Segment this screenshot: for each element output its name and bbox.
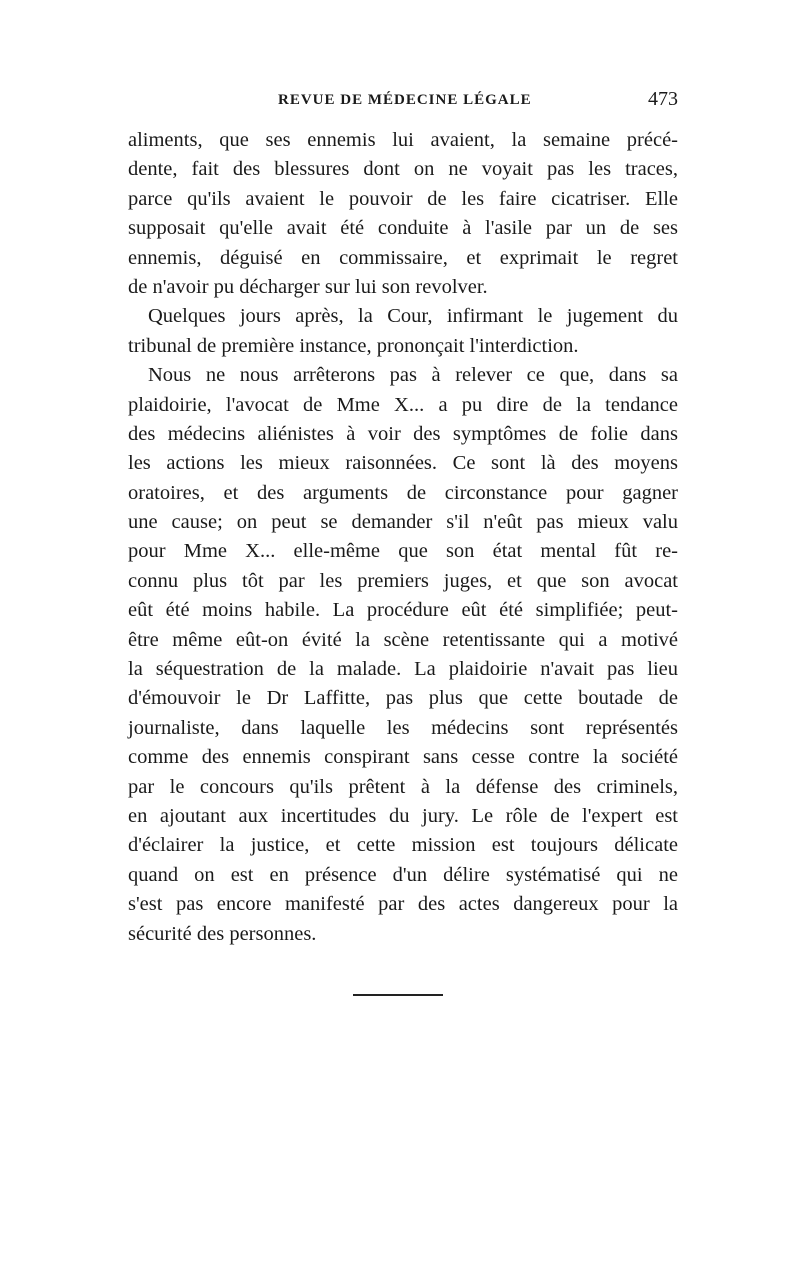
text-line: dente, fait des blessures dont on ne voyait pas les traces, <box>128 158 678 181</box>
text-line: pour Mme X... elle-même que son état mental fût re- <box>128 540 678 563</box>
text-line: sécurité des personnes. <box>128 922 317 945</box>
text-line: aliments, que ses ennemis lui avaient, la semaine précé- <box>128 129 678 151</box>
text-line: oratoires, et des arguments de circonstance pour gagner <box>128 481 678 504</box>
text-line: journaliste, dans laquelle les médecins sont représentés <box>128 716 678 739</box>
running-title: REVUE DE MÉDECINE LÉGALE <box>278 92 532 108</box>
text-line: par le concours qu'ils prêtent à la défense des criminels, <box>128 775 678 798</box>
text-line: les actions les mieux raisonnées. Ce sont là des moyens <box>128 452 678 475</box>
text-line: d'éclairer la justice, et cette mission est toujours délicate <box>128 834 678 857</box>
page-header <box>128 88 678 122</box>
text-line: Nous ne nous arrêterons pas à relever ce que, dans sa <box>148 364 678 387</box>
body-text <box>128 126 678 949</box>
text-line: être même eût-on évité la scène retentissante qui a motivé <box>128 628 678 651</box>
text-line: Quelques jours après, la Cour, infirmant le jugement du <box>148 305 678 328</box>
text-line: des médecins aliénistes à voir des symptômes de folie dans <box>128 422 678 445</box>
text-line: une cause; on peut se demander s'il n'eût pas mieux valu <box>128 511 678 534</box>
text-line: d'émouvoir le Dr Laffitte, pas plus que cette boutade de <box>128 687 678 710</box>
page-number: 473 <box>648 88 678 110</box>
text-line: quand on est en présence d'un délire systématisé qui ne <box>128 863 678 886</box>
text-line: parce qu'ils avaient le pouvoir de les faire cicatriser. Elle <box>128 187 678 210</box>
text-line: plaidoirie, l'avocat de Mme X... a pu dire de la tendance <box>128 393 678 416</box>
text-line: tribunal de première instance, prononçait l'interdiction. <box>128 334 579 357</box>
section-divider <box>353 994 443 996</box>
text-line: la séquestration de la malade. La plaidoirie n'avait pas lieu <box>128 658 678 681</box>
text-line: eût été moins habile. La procédure eût été simplifiée; peut- <box>128 599 678 622</box>
text-line: ennemis, déguisé en commissaire, et exprimait le regret <box>128 246 678 269</box>
text-line: s'est pas encore manifesté par des actes dangereux pour la <box>128 893 678 916</box>
text-line: de n'avoir pu décharger sur lui son revolver. <box>128 275 488 298</box>
text-line: en ajoutant aux incertitudes du jury. Le rôle de l'expert est <box>128 804 678 827</box>
text-line: connu plus tôt par les premiers juges, et que son avocat <box>128 569 678 592</box>
text-line: supposait qu'elle avait été conduite à l'asile par un de ses <box>128 217 678 240</box>
text-line: comme des ennemis conspirant sans cesse contre la société <box>128 746 678 769</box>
